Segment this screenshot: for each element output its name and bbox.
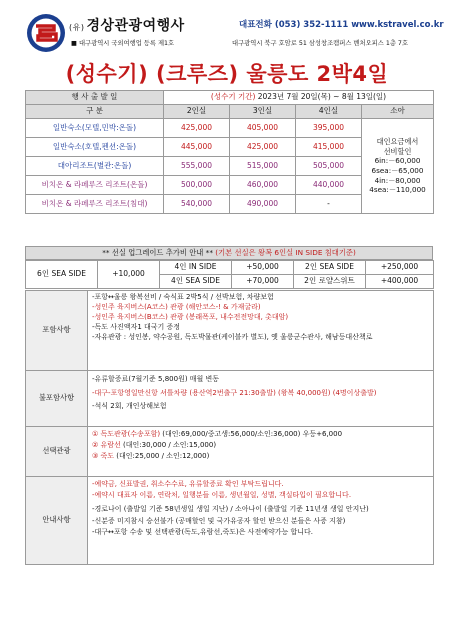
price-cell: 425,000 xyxy=(230,138,296,157)
cabin-price: +250,000 xyxy=(366,261,434,275)
cabin-type: 4인 IN SIDE xyxy=(160,261,232,275)
list-item: -대구↔포항 수송 및 선택관광(독도,유람선,죽도)은 사전예약가능 합니다. xyxy=(92,527,313,536)
price-header-row xyxy=(26,105,434,119)
col-header: 3인실 xyxy=(230,105,296,119)
room-type: 일반숙소(호텔,펜션:온돌) xyxy=(26,138,164,157)
list-item: -예약시 대표자 이름, 연락처, 일행분들 이름, 생년월일, 성별, 객실타입이 필요합니다. xyxy=(92,491,352,500)
optional-row xyxy=(26,427,434,477)
price-cell: 395,000 xyxy=(296,119,362,138)
company-logo-icon xyxy=(26,13,66,53)
notice-label: 안내사항 xyxy=(26,477,88,565)
list-item: -포항↔울릉 왕복선비 / 숙식표 2박5식 / 선박보험, 차량보험 xyxy=(92,293,274,301)
optional-list xyxy=(88,427,434,477)
phone-number: (053) 352-1111 xyxy=(274,20,349,30)
included-list xyxy=(88,291,434,371)
company-prefix: (유) xyxy=(69,23,85,32)
col-header: 구 분 xyxy=(26,105,164,119)
cabin-type: 2인 로얄스위트 xyxy=(294,275,366,289)
phone-label: 대표전화 xyxy=(239,20,272,30)
optional-label: 선택관광 xyxy=(26,427,88,477)
room-type: 일반숙소(모텔,민박:온돌) xyxy=(26,119,164,138)
company-address: 대구광역시 북구 호암로 51 삼성창조캠퍼스 벤처오피스 1층 7호 xyxy=(232,40,409,47)
excluded-list xyxy=(88,371,434,427)
price-cell: 445,000 xyxy=(164,138,230,157)
cabin-price: +10,000 xyxy=(98,261,160,289)
cabin-type: 2인 SEA SIDE xyxy=(294,261,366,275)
registration-text: ■ 대구광역시 국외여행업 등록 제1호 xyxy=(71,40,175,47)
cabin-price: +400,000 xyxy=(366,275,434,289)
list-item: -독도 사진액자1 대국기 증정 xyxy=(92,322,181,331)
list-item: ③ 죽도 (대인:25,000 / 소인:12,000) xyxy=(92,451,210,460)
notice-list xyxy=(88,477,434,565)
list-item: -성인주 육지버스(B코스) 관광 (봉래폭포, 내수전전망대, 촛대암) xyxy=(92,312,289,321)
period-value xyxy=(164,91,434,105)
room-type: 비치온 & 라페루즈 리조트(온돌) xyxy=(26,176,164,195)
upgrade-banner xyxy=(25,246,433,260)
list-item: ② 유람선 (대인:30,000 / 소인:15,000) xyxy=(92,440,217,449)
price-cell: 425,000 xyxy=(164,119,230,138)
excluded-row xyxy=(26,371,434,427)
list-item: -대구-포항영일만신항 셔틀차량 (용산역2번출구 21:30출발) (왕복 40,000원) (4명이상출발) xyxy=(92,388,377,397)
included-row xyxy=(26,291,434,371)
list-item: -신분증 미지참시 승선불가 (공매할인 및 국가유공자 할인 받으신 분들은 사증 지참) xyxy=(92,516,346,525)
room-type: 비치온 & 라페루즈 리조트(침대) xyxy=(26,195,164,214)
child-discount-info: 대인요금에서 선비할인 6in:－60,000 6sea:－65,000 4in:－80,000 4sea:－110,000 xyxy=(362,119,434,214)
table-row xyxy=(26,261,434,275)
table-row xyxy=(26,119,434,138)
excluded-label: 불포함사항 xyxy=(26,371,88,427)
period-prefix: (성수기 기간) xyxy=(210,92,256,102)
cabin-type: 4인 SEA SIDE xyxy=(160,275,232,289)
details-table xyxy=(25,290,434,565)
period-dates: 2023년 7월 20일(목) ~ 8월 13일(일) xyxy=(255,92,387,102)
price-cell: 555,000 xyxy=(164,157,230,176)
cabin-price: +70,000 xyxy=(232,275,294,289)
list-item: -경로나이 (출발일 기준 58년생일 생일 지난) / 소아나이 (출발일 기준 11년생 생일 안지난) xyxy=(92,505,369,514)
company-header xyxy=(26,13,444,53)
price-cell: 515,000 xyxy=(230,157,296,176)
company-name: (유) 경상관광여행사 xyxy=(69,18,185,34)
room-type: 대아리조트(별관:온돌) xyxy=(26,157,164,176)
price-cell: 540,000 xyxy=(164,195,230,214)
cabin-price: +50,000 xyxy=(232,261,294,275)
list-item: -예약금, 신표발권, 취소수수료, 유류할증료 확인 부탁드립니다. xyxy=(92,480,284,488)
price-cell: 505,000 xyxy=(296,157,362,176)
cabin-type: 6인 SEA SIDE xyxy=(26,261,98,289)
list-item: -유류할증료(7월기준 5,800원) 매월 변동 xyxy=(92,375,220,383)
price-cell: 500,000 xyxy=(164,176,230,195)
list-item: -석식 2회, 개인상해보험 xyxy=(92,402,167,411)
list-item: -자유관광 : 성인봉, 약수공원, 독도박물관(케이블카 별도), 옛 울릉군수관사, 해남등대산책로 xyxy=(92,332,373,341)
price-table xyxy=(25,90,434,214)
price-cell: 405,000 xyxy=(230,119,296,138)
price-cell: 490,000 xyxy=(230,195,296,214)
price-cell: - xyxy=(296,195,362,214)
included-label: 포함사항 xyxy=(26,291,88,371)
list-item: -성인주 육지버스(A코스) 관광 (해안코스-! & 가재굴라) xyxy=(92,302,261,311)
price-cell: 460,000 xyxy=(230,176,296,195)
upgrade-note: (기본 선실은 왕복 6인실 IN SIDE 침대기준) xyxy=(212,248,356,257)
list-item: ① 독도관광(수송포함) (대인:69,000/중고생:56,000/소인:36,000) 우등+6,000 xyxy=(92,430,343,438)
col-header: 4인실 xyxy=(296,105,362,119)
price-cell: 440,000 xyxy=(296,176,362,195)
col-header: 2인실 xyxy=(164,105,230,119)
period-label: 행 사 출 발 일 xyxy=(26,91,164,105)
upgrade-table xyxy=(25,260,434,289)
page-title: (성수기) (크루즈) 울릉도 2박4일 xyxy=(65,62,389,86)
price-cell: 415,000 xyxy=(296,138,362,157)
website-link[interactable]: www.kstravel.co.kr xyxy=(351,20,444,30)
notice-row xyxy=(26,477,434,565)
contact-line xyxy=(239,18,444,30)
col-header: 소아 xyxy=(362,105,434,119)
upgrade-title: ** 선실 업그레이드 추가비 안내 ** xyxy=(102,248,213,257)
